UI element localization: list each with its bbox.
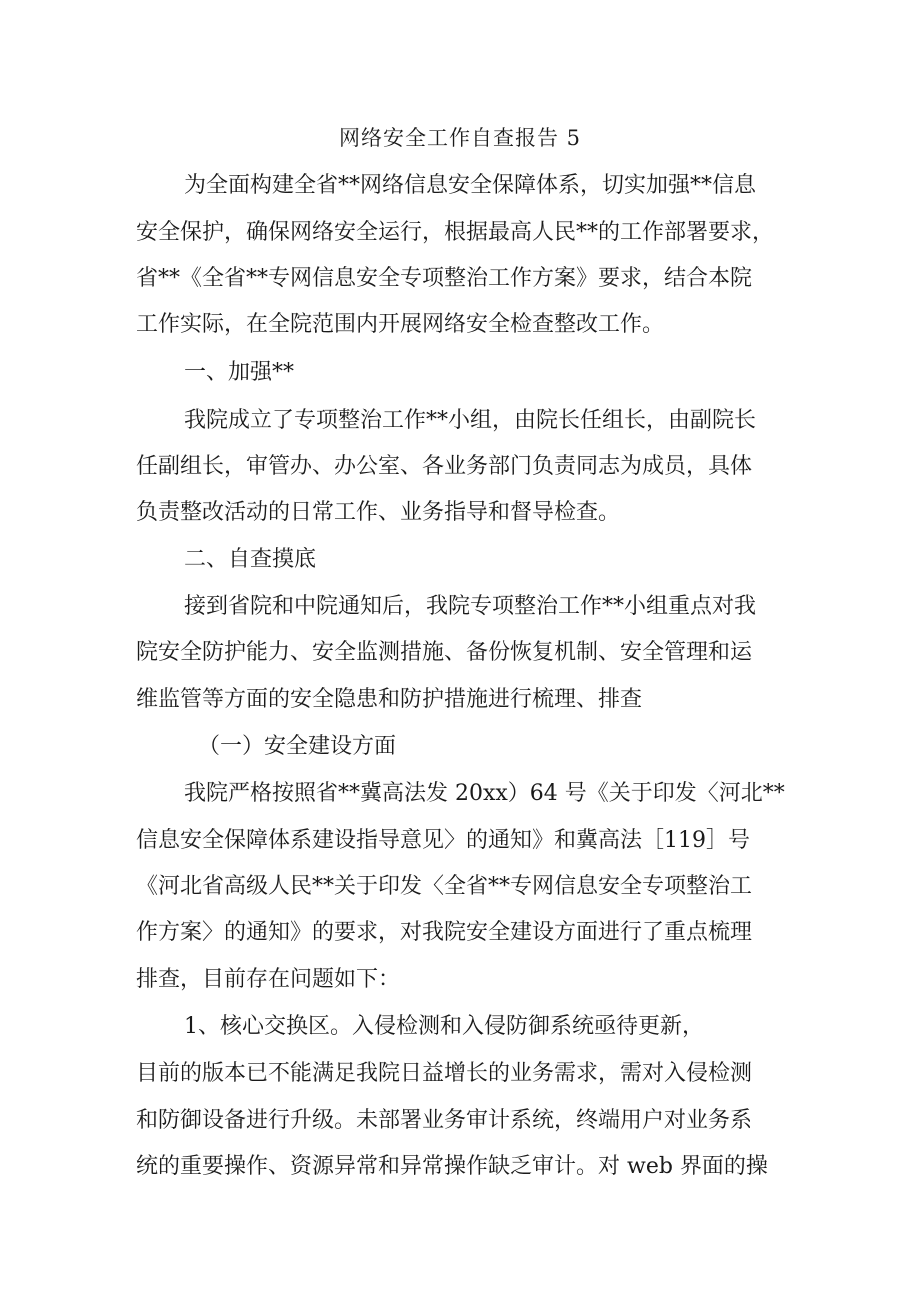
paragraph-line: 统的重要操作、资源异常和异常操作缺乏审计。对 web 界面的操 xyxy=(136,1154,768,1179)
paragraph-line: 1、核心交换区。入侵检测和入侵防御系统亟待更新， xyxy=(184,1014,704,1039)
paragraph-line: 排查，目前存在问题如下： xyxy=(136,967,401,992)
paragraph-line: 我院成立了专项整治工作**小组，由院长任组长，由副院长 xyxy=(184,408,757,433)
paragraph-line: 省**《全省**专网信息安全专项整治工作方案》要求，结合本院 xyxy=(136,266,753,291)
section-heading: 一、加强** xyxy=(184,360,295,385)
paragraph-line: 目前的版本已不能满足我院日益增长的业务需求，需对入侵检测 xyxy=(136,1061,753,1086)
paragraph-line: 作方案〉的通知》的要求，对我院安全建设方面进行了重点梳理 xyxy=(136,920,753,945)
paragraph-line: 《河北省高级人民**关于印发〈全省**专网信息安全专项整治工 xyxy=(136,874,753,899)
paragraph-line: 接到省院和中院通知后，我院专项整治工作**小组重点对我 xyxy=(184,594,757,619)
paragraph-line: 维监管等方面的安全隐患和防护措施进行梳理、排查 xyxy=(136,687,643,712)
paragraph-line: 为全面构建全省**网络信息安全保障体系，切实加强**信息 xyxy=(184,173,757,198)
paragraph-line: 负责整改活动的日常工作、业务指导和督导检查。 xyxy=(136,500,621,525)
document-title: 网络安全工作自查报告 5 xyxy=(338,126,582,150)
paragraph-line: 和防御设备进行升级。未部署业务审计系统，终端用户对业务系 xyxy=(136,1108,753,1133)
subsection-heading: （一）安全建设方面 xyxy=(198,734,397,759)
paragraph-line: 安全保护，确保网络安全运行，根据最高人民**的工作部署要求， xyxy=(136,220,775,245)
paragraph-line: 任副组长，审管办、办公室、各业务部门负责同志为成员，具体 xyxy=(136,454,753,479)
paragraph-line: 信息安全保障体系建设指导意见〉的通知》和冀高法［119］号 xyxy=(136,828,750,853)
paragraph-line: 我院严格按照省**冀高法发 20xx）64 号《关于印发〈河北** xyxy=(184,781,785,806)
section-heading: 二、自查摸底 xyxy=(184,547,317,572)
paragraph-line: 院安全防护能力、安全监测措施、备份恢复机制、安全管理和运 xyxy=(136,640,753,665)
paragraph-line: 工作实际，在全院范围内开展网络安全检查整改工作。 xyxy=(136,312,665,337)
